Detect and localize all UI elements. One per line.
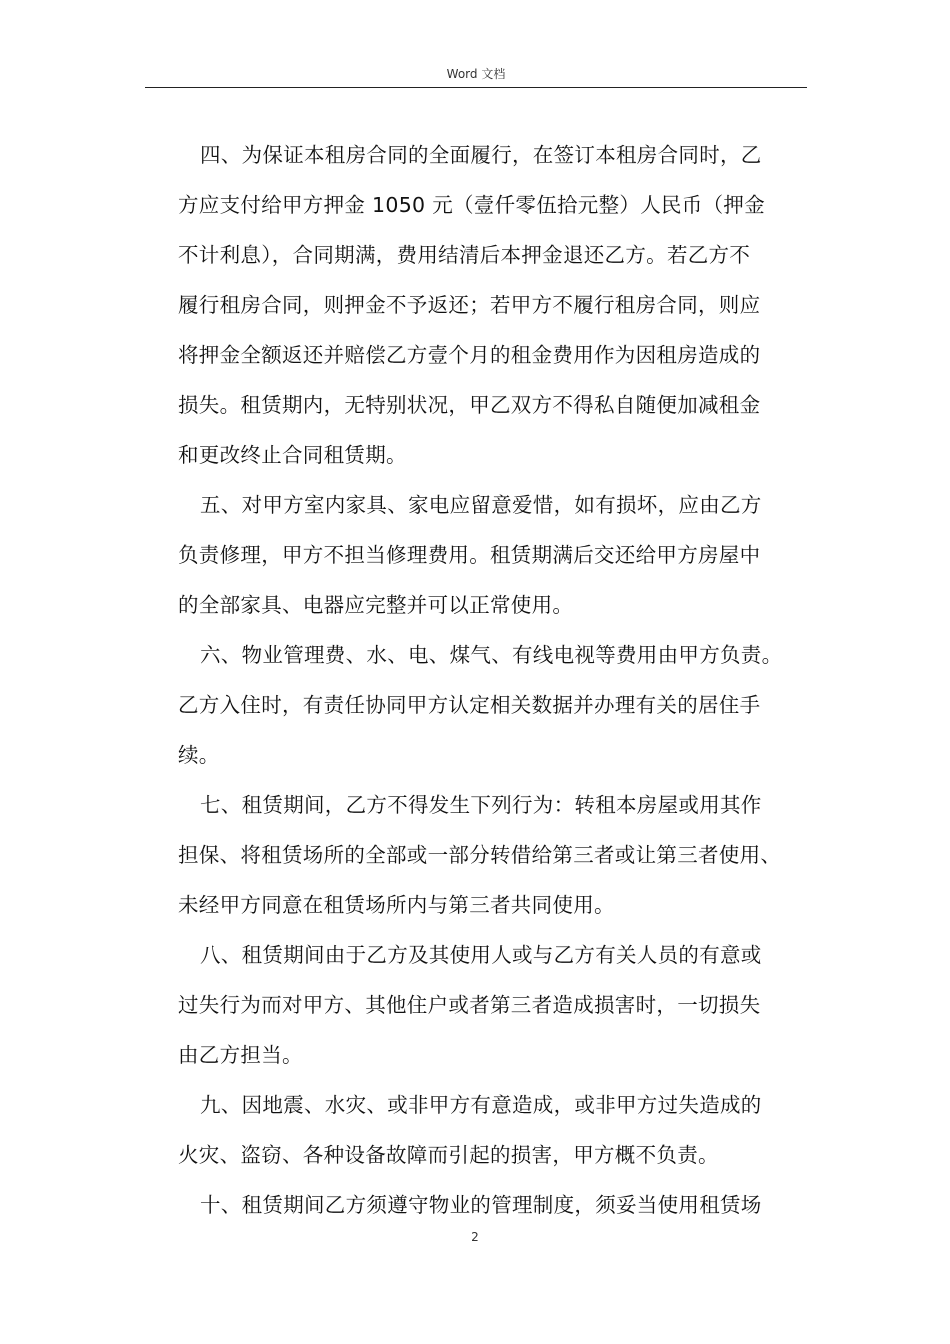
page-header: Word 文档 [446,67,506,81]
paragraph-10 [178,1180,812,1230]
page-number: 2 [471,1230,479,1244]
text-line: 七、租赁期间，乙方不得发生下列行为：转租本房屋或用其作 [200,793,762,817]
text-line: 将押金全额返还并赔偿乙方壹个月的租金费用作为因租房造成的 [178,343,761,367]
text-line: 九、因地震、水灾、或非甲方有意造成，或非甲方过失造成的 [200,1093,762,1117]
text-line: 履行租房合同，则押金不予返还；若甲方不履行租房合同，则应 [178,293,761,317]
text-line: 四、为保证本租房合同的全面履行，在签订本租房合同时，乙 [200,143,762,167]
text-line: 火灾、盗窃、各种设备故障而引起的损害，甲方概不负责。 [178,1143,719,1167]
paragraph-9 [178,1080,812,1180]
paragraph-5 [178,480,812,630]
text-line: 不计利息），合同期满，费用结清后本押金退还乙方。若乙方不 [178,243,751,267]
paragraph-4 [178,130,812,480]
text-line: 五、对甲方室内家具、家电应留意爱惜，如有损坏，应由乙方 [200,493,762,517]
header-divider [145,87,807,88]
text-line: 乙方入住时，有责任协同甲方认定相关数据并办理有关的居住手 [178,693,761,717]
text-line: 八、租赁期间由于乙方及其使用人或与乙方有关人员的有意或 [200,943,762,967]
text-line: 续。 [178,743,220,767]
paragraph-8 [178,930,812,1080]
text-line: 过失行为而对甲方、其他住户或者第三者造成损害时，一切损失 [178,993,761,1017]
paragraph-7 [178,780,812,930]
paragraph-6 [178,630,812,780]
text-line: 由乙方担当。 [178,1043,303,1067]
text-line: 的全部家具、电器应完整并可以正常使用。 [178,593,574,617]
text-line: 损失。租赁期内，无特别状况，甲乙双方不得私自随便加减租金 [178,393,761,417]
document-body [178,130,812,1230]
text-line: 未经甲方同意在租赁场所内与第三者共同使用。 [178,893,615,917]
text-line: 担保、将租赁场所的全部或一部分转借给第三者或让第三者使用、 [178,843,782,867]
text-line: 方应支付给甲方押金 1050 元（壹仟零伍拾元整）人民币（押金 [178,193,766,217]
text-line: 六、物业管理费、水、电、煤气、有线电视等费用由甲方负责。 [200,643,783,667]
text-line: 十、租赁期间乙方须遵守物业的管理制度，须妥当使用租赁场 [200,1193,762,1217]
text-line: 负责修理，甲方不担当修理费用。租赁期满后交还给甲方房屋中 [178,543,761,567]
text-line: 和更改终止合同租赁期。 [178,443,407,467]
